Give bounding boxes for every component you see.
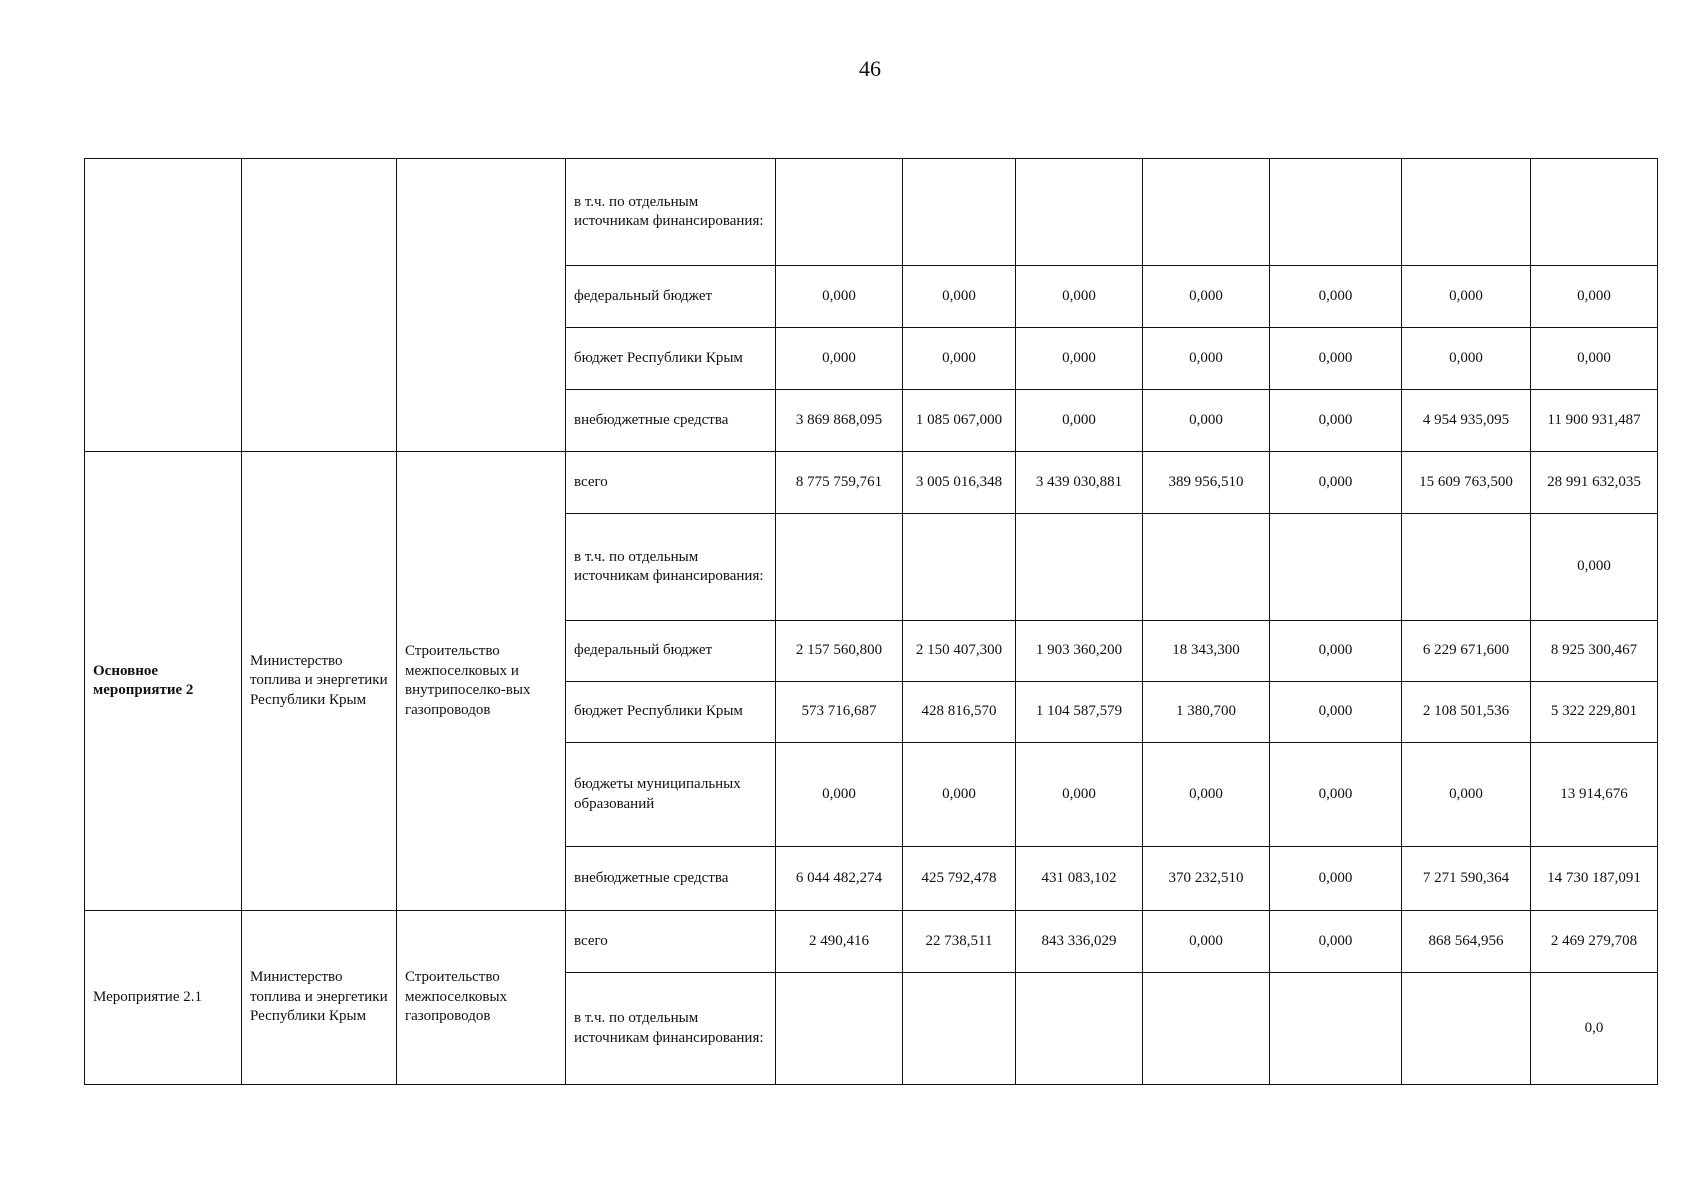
- amount-cell: 0,000: [1270, 911, 1402, 973]
- description-cell: [397, 159, 566, 452]
- executor-cell: [242, 159, 397, 452]
- executor-cell: Министерство топлива и энергетики Республики Крым: [242, 452, 397, 911]
- table-row: [85, 159, 1658, 266]
- executor-cell: Министерство топлива и энергетики Республики Крым: [242, 911, 397, 1085]
- amount-cell: 0,000: [1143, 743, 1270, 847]
- funding-source-cell: всего: [566, 452, 776, 514]
- amount-cell: 0,000: [1016, 743, 1143, 847]
- amount-cell: 7 271 590,364: [1402, 847, 1531, 911]
- amount-cell: 0,000: [1270, 743, 1402, 847]
- description-cell: Строительство межпоселковых и внутрипоселко-вых газопроводов: [397, 452, 566, 911]
- amount-cell: 22 738,511: [903, 911, 1016, 973]
- amount-cell: 13 914,676: [1531, 743, 1658, 847]
- amount-cell: [1143, 973, 1270, 1085]
- amount-cell: 389 956,510: [1143, 452, 1270, 514]
- table-row: [85, 452, 1658, 514]
- amount-cell: 0,000: [1016, 266, 1143, 328]
- amount-cell: [1143, 159, 1270, 266]
- amount-cell: 0,000: [903, 328, 1016, 390]
- funding-source-cell: всего: [566, 911, 776, 973]
- amount-cell: 3 005 016,348: [903, 452, 1016, 514]
- funding-source-cell: в т.ч. по отдельным источникам финансирования:: [566, 973, 776, 1085]
- amount-cell: 28 991 632,035: [1531, 452, 1658, 514]
- funding-source-cell: в т.ч. по отдельным источникам финансирования:: [566, 159, 776, 266]
- amount-cell: 425 792,478: [903, 847, 1016, 911]
- amount-cell: 0,000: [903, 743, 1016, 847]
- amount-cell: [1402, 973, 1531, 1085]
- amount-cell: 4 954 935,095: [1402, 390, 1531, 452]
- funding-source-cell: внебюджетные средства: [566, 847, 776, 911]
- budget-table: [84, 158, 1658, 1085]
- amount-cell: 6 229 671,600: [1402, 621, 1531, 682]
- amount-cell: [1016, 973, 1143, 1085]
- amount-cell: 370 232,510: [1143, 847, 1270, 911]
- event-name-cell: Основное мероприятие 2: [85, 452, 242, 911]
- amount-cell: 1 903 360,200: [1016, 621, 1143, 682]
- amount-cell: 0,000: [1143, 390, 1270, 452]
- amount-cell: [1143, 514, 1270, 621]
- funding-source-cell: федеральный бюджет: [566, 621, 776, 682]
- amount-cell: 0,000: [1270, 390, 1402, 452]
- amount-cell: 0,000: [1270, 452, 1402, 514]
- amount-cell: 0,000: [1016, 390, 1143, 452]
- amount-cell: 14 730 187,091: [1531, 847, 1658, 911]
- amount-cell: 0,000: [1402, 743, 1531, 847]
- amount-cell: [1270, 973, 1402, 1085]
- amount-cell: 2 157 560,800: [776, 621, 903, 682]
- funding-source-cell: бюджет Республики Крым: [566, 328, 776, 390]
- amount-cell: 0,0: [1531, 973, 1658, 1085]
- amount-cell: 6 044 482,274: [776, 847, 903, 911]
- amount-cell: 0,000: [1270, 682, 1402, 743]
- amount-cell: 1 085 067,000: [903, 390, 1016, 452]
- event-name-cell: [85, 159, 242, 452]
- amount-cell: 8 775 759,761: [776, 452, 903, 514]
- amount-cell: 0,000: [1016, 328, 1143, 390]
- amount-cell: [1016, 159, 1143, 266]
- amount-cell: 0,000: [1531, 514, 1658, 621]
- amount-cell: 868 564,956: [1402, 911, 1531, 973]
- table-row: [85, 911, 1658, 973]
- funding-source-cell: в т.ч. по отдельным источникам финансирования:: [566, 514, 776, 621]
- amount-cell: 0,000: [776, 266, 903, 328]
- amount-cell: 428 816,570: [903, 682, 1016, 743]
- amount-cell: 431 083,102: [1016, 847, 1143, 911]
- amount-cell: [903, 514, 1016, 621]
- amount-cell: 0,000: [1270, 328, 1402, 390]
- amount-cell: 0,000: [1270, 266, 1402, 328]
- amount-cell: [1402, 514, 1531, 621]
- amount-cell: 0,000: [1143, 328, 1270, 390]
- amount-cell: 0,000: [776, 328, 903, 390]
- amount-cell: [1270, 514, 1402, 621]
- amount-cell: 0,000: [776, 743, 903, 847]
- amount-cell: 1 104 587,579: [1016, 682, 1143, 743]
- amount-cell: [1016, 514, 1143, 621]
- amount-cell: 2 490,416: [776, 911, 903, 973]
- amount-cell: 0,000: [1270, 621, 1402, 682]
- amount-cell: 843 336,029: [1016, 911, 1143, 973]
- amount-cell: 0,000: [1531, 328, 1658, 390]
- amount-cell: 15 609 763,500: [1402, 452, 1531, 514]
- amount-cell: 0,000: [1531, 266, 1658, 328]
- amount-cell: 0,000: [1402, 266, 1531, 328]
- amount-cell: [903, 159, 1016, 266]
- page-number: 46: [859, 56, 881, 81]
- amount-cell: [903, 973, 1016, 1085]
- amount-cell: 0,000: [903, 266, 1016, 328]
- funding-source-cell: федеральный бюджет: [566, 266, 776, 328]
- amount-cell: 1 380,700: [1143, 682, 1270, 743]
- amount-cell: 8 925 300,467: [1531, 621, 1658, 682]
- amount-cell: 2 469 279,708: [1531, 911, 1658, 973]
- amount-cell: 2 108 501,536: [1402, 682, 1531, 743]
- amount-cell: [776, 514, 903, 621]
- amount-cell: 2 150 407,300: [903, 621, 1016, 682]
- description-cell: Строительство межпоселковых газопроводов: [397, 911, 566, 1085]
- amount-cell: 0,000: [1402, 328, 1531, 390]
- amount-cell: 3 869 868,095: [776, 390, 903, 452]
- amount-cell: 0,000: [1270, 847, 1402, 911]
- funding-source-cell: бюджеты муниципальных образований: [566, 743, 776, 847]
- event-name-cell: Мероприятие 2.1: [85, 911, 242, 1085]
- amount-cell: 0,000: [1143, 266, 1270, 328]
- amount-cell: 18 343,300: [1143, 621, 1270, 682]
- amount-cell: [1270, 159, 1402, 266]
- amount-cell: 3 439 030,881: [1016, 452, 1143, 514]
- amount-cell: 5 322 229,801: [1531, 682, 1658, 743]
- amount-cell: 11 900 931,487: [1531, 390, 1658, 452]
- amount-cell: [1531, 159, 1658, 266]
- funding-source-cell: внебюджетные средства: [566, 390, 776, 452]
- amount-cell: [776, 973, 903, 1085]
- amount-cell: [776, 159, 903, 266]
- amount-cell: [1402, 159, 1531, 266]
- funding-source-cell: бюджет Республики Крым: [566, 682, 776, 743]
- amount-cell: 573 716,687: [776, 682, 903, 743]
- amount-cell: 0,000: [1143, 911, 1270, 973]
